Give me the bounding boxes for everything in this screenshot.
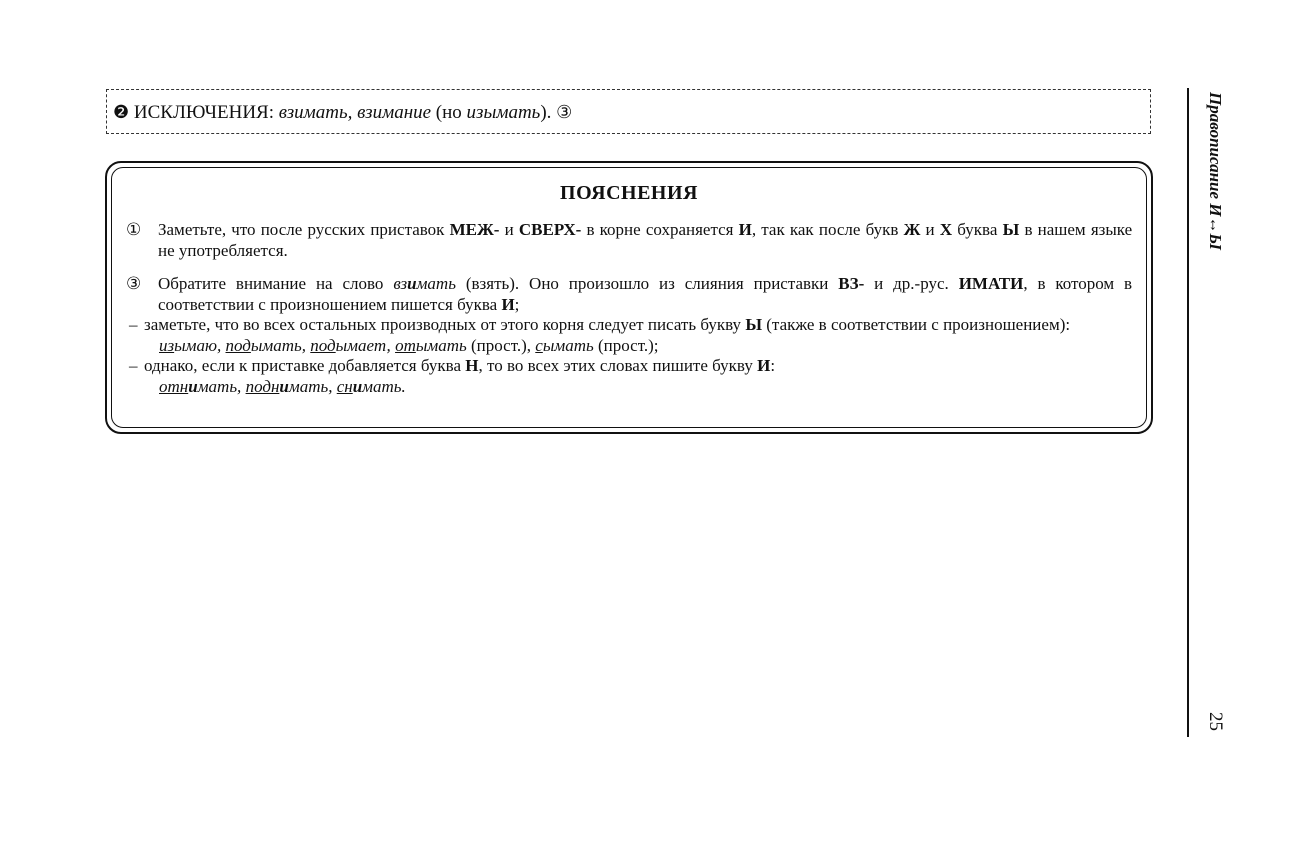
prefix-part: отн	[159, 376, 189, 396]
prefix-part: с	[535, 335, 543, 355]
letter-zh: Ж	[903, 220, 921, 239]
root-part: мать,	[197, 376, 242, 396]
text: и	[504, 220, 514, 239]
exception-counter-word: изымать	[466, 102, 541, 123]
letter-i: И	[501, 294, 515, 314]
text: буква	[957, 220, 998, 239]
word-imati: ИМАТИ	[958, 274, 1024, 293]
text: и др.-рус.	[874, 274, 949, 293]
note-3-text	[158, 274, 1132, 315]
letter-kh: Х	[939, 220, 953, 239]
text: (взять). Оно произошло из слияния приставки	[465, 274, 829, 293]
explanations-box	[105, 161, 1153, 434]
exception-ref: ③	[556, 102, 573, 123]
explanations-inner-frame	[111, 167, 1147, 428]
bold-letter: и	[279, 376, 289, 396]
note-3-examples-y	[159, 336, 1132, 357]
root-part: ымать	[542, 335, 594, 355]
example-word	[535, 336, 593, 355]
example-word	[310, 336, 391, 355]
note-3	[126, 274, 1132, 397]
letter-i: И	[757, 356, 771, 375]
exceptions-label: ИСКЛЮЧЕНИЯ:	[133, 102, 274, 123]
text: заметьте, что во всех остальных производных от этого корня следует писать букву	[144, 315, 742, 334]
word-part: вз	[393, 274, 408, 293]
note-1-text	[158, 220, 1132, 261]
explanations-title: ПОЯСНЕНИЯ	[560, 182, 698, 204]
bold-letter: и	[352, 376, 363, 396]
root-part: мать,	[288, 376, 333, 396]
prefix-part: от	[395, 335, 416, 355]
prefix-vz: ВЗ-	[838, 274, 865, 293]
dash: –	[129, 315, 138, 334]
exceptions-box	[106, 89, 1151, 134]
note-1	[126, 220, 1132, 261]
text: , то во всех этих словах пишите букву	[478, 356, 753, 375]
text: Заметьте, что после русских приставок	[158, 220, 445, 239]
exception-paren-close: ).	[540, 102, 552, 123]
example-word	[159, 377, 241, 396]
sidebar-rule	[1187, 88, 1189, 737]
exception-marker: ❷	[113, 102, 130, 123]
letter-n: Н	[465, 356, 479, 375]
letter-y: Ы	[1002, 220, 1020, 239]
prefix-part: под	[310, 335, 336, 355]
example-word	[246, 377, 333, 396]
running-head: Правописание И↔Ы	[1206, 92, 1225, 250]
letter-y: Ы	[745, 315, 763, 334]
text: , в котором в соответствии с произношением пишется буква	[158, 274, 1133, 314]
word-part: мать	[416, 274, 456, 293]
text: (также в соответствии с произношением):	[766, 315, 1071, 334]
note-3-sub-2	[129, 356, 1132, 377]
letter-i: И	[738, 220, 752, 239]
root-part: ымаю,	[174, 335, 222, 355]
example-word	[395, 336, 467, 355]
text: (прост.);	[597, 335, 659, 355]
page-number: 25	[1205, 712, 1226, 731]
dash: –	[129, 356, 138, 375]
text: однако, если к приставке добавляется буква	[144, 356, 461, 375]
prefix-part: подн	[245, 376, 280, 396]
prefix-part: под	[225, 335, 251, 355]
word-vzimat	[393, 274, 456, 293]
text: и	[925, 220, 935, 239]
text: в корне сохраняется	[586, 220, 734, 239]
root-part: ымать	[415, 335, 467, 355]
text: Обратите внимание на слово	[158, 274, 384, 293]
note-3-examples-i	[159, 377, 1132, 398]
note-3-sub-1	[129, 315, 1132, 336]
prefix-sverkh: СВЕРХ-	[518, 220, 582, 239]
root-part: ымает,	[335, 335, 391, 355]
root-part: мать.	[362, 376, 406, 396]
root-part: ымать,	[250, 335, 307, 355]
exception-paren-open: (но	[435, 102, 462, 123]
text: (прост.),	[470, 335, 532, 355]
text: ;	[514, 294, 520, 314]
prefix-part: сн	[336, 376, 353, 396]
text: , так как после букв	[751, 220, 899, 239]
prefix-part: из	[159, 335, 175, 355]
example-word	[226, 336, 307, 355]
note-1-marker: ①	[126, 220, 142, 240]
prefix-mezh: МЕЖ-	[449, 220, 500, 239]
word-part-bold: и	[407, 274, 417, 293]
bold-letter: и	[188, 376, 198, 396]
note-3-marker: ③	[126, 274, 142, 294]
text: в нашем языке не употребляется.	[158, 220, 1133, 260]
text: :	[770, 356, 776, 375]
example-word	[159, 336, 221, 355]
exception-words: взимать, взимание	[278, 102, 432, 123]
example-word	[337, 377, 406, 396]
